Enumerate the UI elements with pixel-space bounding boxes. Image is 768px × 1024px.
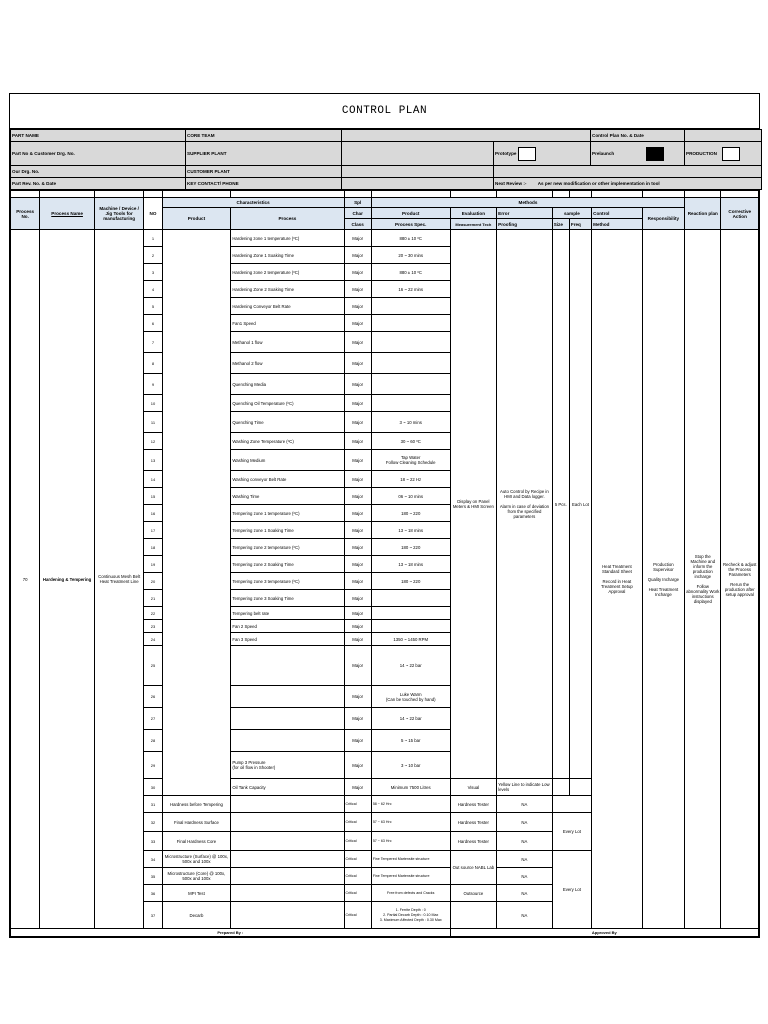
process-no-cell: 70 xyxy=(11,230,40,929)
process-cell: Pump 3 Pressure (for oil flow in Shooter) xyxy=(231,752,344,779)
spacer-cell xyxy=(552,191,569,198)
error-proofing-cell: NA xyxy=(497,902,553,929)
spec-cell: 1. Ferrite Depth : 0 2. Partial Decarb Depth : 0.10 Max 3. Maximum Affected Depth : 0.30 Max xyxy=(371,902,450,929)
process-cell: Tempering zone 3 temperature (ºC) xyxy=(231,573,344,590)
row-number: 18 xyxy=(144,539,162,556)
spec-cell: 880 ± 10 ºC xyxy=(371,264,450,281)
control-plan-no-label: Control Plan No. & Date xyxy=(591,130,685,142)
spec-cell xyxy=(371,353,450,374)
row-number: 1 xyxy=(144,230,162,247)
spec-cell: Minimum 7500 Litres xyxy=(371,779,450,796)
spec-cell xyxy=(371,374,450,395)
spacer-cell xyxy=(497,191,553,198)
spec-cell: 3 ~ 10 mins xyxy=(371,412,450,433)
spec-cell: 58 ~ 62 Hrc xyxy=(371,796,450,813)
spec-cell: 16 ~ 22 mins xyxy=(371,281,450,298)
key-contact-value[interactable] xyxy=(342,178,494,190)
row-number: 4 xyxy=(144,281,162,298)
process-cell: Hardening Zone 1 Soaking Time xyxy=(231,247,344,264)
class-cell: Major xyxy=(344,488,371,505)
row-number: 19 xyxy=(144,556,162,573)
part-no-label: Part No & Customer Drg. No. xyxy=(11,142,186,166)
class-cell: Major xyxy=(344,708,371,730)
size-cell: 5 Pcs. xyxy=(552,230,569,779)
row-number: 32 xyxy=(144,813,162,832)
col-characteristics: Characteristics xyxy=(162,198,344,208)
class-cell: Major xyxy=(344,556,371,573)
spec-cell: 13 ~ 18 mins xyxy=(371,556,450,573)
customer-plant-value[interactable] xyxy=(342,166,494,178)
col-freq: Freq xyxy=(569,219,591,230)
row-number: 5 xyxy=(144,298,162,315)
class-cell: Major xyxy=(344,281,371,298)
spacer-cell xyxy=(162,191,231,198)
evaluation-cell: Out source NABL Lab xyxy=(450,851,496,885)
process-cell: Methanol 2 flow xyxy=(231,353,344,374)
process-cell: Tempering zone 2 Soaking Time xyxy=(231,556,344,573)
spec-cell xyxy=(371,298,450,315)
spec-cell: 30 ~ 60 ºC xyxy=(371,433,450,450)
prototype-checkbox[interactable] xyxy=(518,147,536,161)
spec-cell: 880 ± 10 ºC xyxy=(371,230,450,247)
col-char: Char xyxy=(344,208,371,219)
row-number: 9 xyxy=(144,374,162,395)
our-drg-no-label: Our Drg. No. xyxy=(11,166,186,178)
product-cell: Microstructure (Core) @ 100x, 500x and 100x xyxy=(162,868,231,885)
class-cell: Major xyxy=(344,752,371,779)
product-cell xyxy=(162,230,231,796)
production-option[interactable] xyxy=(685,142,762,166)
spec-cell: 5 ~ 15 bar xyxy=(371,730,450,752)
row-number: 16 xyxy=(144,505,162,522)
machine-cell: Continuous Mesh Belt Heat Treatment Line xyxy=(94,230,144,929)
class-cell: Major xyxy=(344,607,371,620)
process-cell: Methanol 1 flow xyxy=(231,332,344,353)
spacer-cell xyxy=(371,191,450,198)
sample-cell xyxy=(552,796,591,813)
control-method-cell: Heat Treatment Standard Sheet Record in Heat Treatment Setup Approval xyxy=(592,230,643,929)
process-cell: Hardening zone 1 temperature (ºC) xyxy=(231,230,344,247)
col-measurement-tech: Measurement Tech xyxy=(450,219,496,230)
col-product-spec: Product xyxy=(371,208,450,219)
control-plan-rows xyxy=(11,230,759,929)
spec-cell: 180 ~ 220 xyxy=(371,505,450,522)
class-cell: Major xyxy=(344,230,371,247)
spacer-cell xyxy=(721,191,759,198)
row-number: 31 xyxy=(144,796,162,813)
spacer-cell xyxy=(642,191,684,198)
spacer-cell xyxy=(685,191,721,198)
spec-cell: 14 ~ 22 bar xyxy=(371,646,450,686)
product-cell: Microstructure (Surface) @ 100x, 500x and 100x xyxy=(162,851,231,868)
class-cell: Major xyxy=(344,264,371,281)
class-cell: Major xyxy=(344,374,371,395)
freq-cell xyxy=(569,779,591,796)
spec-cell: 06 ~ 10 mins xyxy=(371,488,450,505)
class-cell: Critical xyxy=(344,902,371,929)
error-proofing-cell: NA xyxy=(497,868,553,885)
row-number: 26 xyxy=(144,686,162,708)
row-number: 7 xyxy=(144,332,162,353)
header-table xyxy=(10,129,762,190)
col-machine: Machine / Device / Jig Tools for manufacturing xyxy=(94,198,144,230)
process-cell: Fan1 Speed xyxy=(231,315,344,332)
class-cell: Critical xyxy=(344,851,371,868)
spec-cell: Free from defects and Cracks xyxy=(371,885,450,902)
col-no: NO xyxy=(144,198,162,230)
spec-cell: 180 ~ 220 xyxy=(371,539,450,556)
error-proofing-cell: NA xyxy=(497,813,553,832)
class-cell: Critical xyxy=(344,796,371,813)
spec-cell xyxy=(371,395,450,412)
row-number: 15 xyxy=(144,488,162,505)
row-number: 30 xyxy=(144,779,162,796)
process-cell: Tempering zone 1 Soaking Time xyxy=(231,522,344,539)
prepared-by: Prepared By : xyxy=(11,929,451,937)
spec-cell xyxy=(371,332,450,353)
col-product: Product xyxy=(162,208,231,230)
row-number: 11 xyxy=(144,412,162,433)
control-plan-sheet xyxy=(9,93,760,938)
spec-cell: 1350 ~ 1450 RPM xyxy=(371,633,450,646)
row-number: 25 xyxy=(144,646,162,686)
row-number: 17 xyxy=(144,522,162,539)
table-row xyxy=(11,230,759,247)
class-cell: Critical xyxy=(344,832,371,851)
part-name-label: PART NAME xyxy=(11,130,186,142)
class-cell: Major xyxy=(344,590,371,607)
process-cell xyxy=(231,708,344,730)
spacer-cell xyxy=(450,191,496,198)
part-rev-label: Part Rev. No. & Date xyxy=(11,178,186,190)
class-cell: Major xyxy=(344,353,371,374)
col-methods: Methods xyxy=(371,198,684,208)
core-team-label: CORE TEAM xyxy=(186,130,342,142)
col-process: Process xyxy=(231,208,344,230)
class-cell: Critical xyxy=(344,868,371,885)
spec-cell xyxy=(371,620,450,633)
row-number: 28 xyxy=(144,730,162,752)
error-proofing-cell: NA xyxy=(497,796,553,813)
row-number: 23 xyxy=(144,620,162,633)
col-responsibility: Responsibility xyxy=(642,208,684,230)
production-checkbox[interactable] xyxy=(722,147,740,161)
process-cell: Oil Tank Capacity xyxy=(231,779,344,796)
control-plan-no-value[interactable] xyxy=(685,130,762,142)
core-team-value[interactable] xyxy=(342,130,591,142)
spec-cell: Luke Warm (Can be touched by hand) xyxy=(371,686,450,708)
class-cell: Major xyxy=(344,620,371,633)
row-number: 10 xyxy=(144,395,162,412)
spec-cell: 13 ~ 18 mins xyxy=(371,522,450,539)
process-cell: Washing Time xyxy=(231,488,344,505)
process-cell xyxy=(231,813,344,832)
evaluation-cell: Outsource xyxy=(450,885,496,902)
spec-cell: 180 ~ 220 xyxy=(371,573,450,590)
row-number: 20 xyxy=(144,573,162,590)
supplier-plant-value[interactable] xyxy=(342,142,494,166)
col-reaction-plan: Reaction plan xyxy=(685,198,721,230)
class-cell: Major xyxy=(344,247,371,264)
process-cell: Hardening Conveyor Belt Rate xyxy=(231,298,344,315)
product-cell: Decarb xyxy=(162,902,231,929)
class-cell: Major xyxy=(344,332,371,353)
process-cell: Hardening zone 2 temperature (ºC) xyxy=(231,264,344,281)
spacer-cell xyxy=(144,191,162,198)
spec-cell: 57 ~ 63 Hrc xyxy=(371,832,450,851)
spacer-cell xyxy=(592,191,643,198)
process-cell: Tempering belt rate xyxy=(231,607,344,620)
process-cell: Tempering zone 2 temperature (ºC) xyxy=(231,539,344,556)
class-cell: Major xyxy=(344,315,371,332)
spec-cell: Tap Water Follow Cleaning Schedule xyxy=(371,450,450,471)
row-number: 22 xyxy=(144,607,162,620)
class-cell: Major xyxy=(344,471,371,488)
row-number: 8 xyxy=(144,353,162,374)
approved-by: Approved By xyxy=(450,929,758,937)
evaluation-cell: Visual xyxy=(450,779,496,796)
responsibility-cell: Production Supervisor Quality Incharge Heat Treatment Incharge xyxy=(642,230,684,929)
process-cell: Fan 2 Speed xyxy=(231,620,344,633)
process-cell xyxy=(231,796,344,813)
col-process-name: Process Name xyxy=(40,198,95,230)
process-cell xyxy=(231,902,344,929)
spec-cell: 20 ~ 30 mins xyxy=(371,247,450,264)
class-cell: Major xyxy=(344,686,371,708)
process-cell: Tempering zone 3 Soaking Time xyxy=(231,590,344,607)
row-number: 27 xyxy=(144,708,162,730)
col-class: Class xyxy=(344,219,371,230)
error-proofing-cell: NA xyxy=(497,832,553,851)
spec-cell: 3 ~ 10 bar xyxy=(371,752,450,779)
class-cell: Major xyxy=(344,779,371,796)
header-blank xyxy=(494,166,762,178)
spacer-cell xyxy=(11,191,40,198)
evaluation-cell: Hardness Tester xyxy=(450,796,496,813)
row-number: 13 xyxy=(144,450,162,471)
spec-cell: 14 ~ 22 bar xyxy=(371,708,450,730)
control-plan-table xyxy=(10,190,759,937)
row-number: 21 xyxy=(144,590,162,607)
class-cell: Major xyxy=(344,573,371,590)
row-number: 6 xyxy=(144,315,162,332)
col-method: Method xyxy=(592,219,643,230)
customer-plant-label: CUSTOMER PLANT xyxy=(186,166,342,178)
class-cell: Critical xyxy=(344,813,371,832)
error-proofing-cell: Auto Control by Recipe in HMI and Data logger. Alarm in case of deviation from the specified parameters xyxy=(497,230,553,779)
prelaunch-label: Prelaunch xyxy=(592,150,615,156)
prelaunch-checkbox[interactable] xyxy=(646,147,664,161)
process-cell xyxy=(231,885,344,902)
row-number: 34 xyxy=(144,851,162,868)
process-cell xyxy=(231,646,344,686)
product-cell: Hardness before Tempering xyxy=(162,796,231,813)
row-number: 33 xyxy=(144,832,162,851)
spacer-cell xyxy=(40,191,95,198)
spec-cell xyxy=(371,590,450,607)
product-cell: Final Hardness Surface xyxy=(162,813,231,832)
class-cell: Major xyxy=(344,646,371,686)
col-sample: sample xyxy=(552,208,591,219)
process-cell: Quenching Time xyxy=(231,412,344,433)
spacer-cell xyxy=(569,191,591,198)
prototype-label: Prototype xyxy=(495,150,517,156)
product-cell: MPI Test xyxy=(162,885,231,902)
corrective-action-cell: Recheck & adjust the Process Parameters Rerun the production after setup approval xyxy=(721,230,759,929)
reaction-plan-cell: Stop the Machine and inform the production incharge Follow abnormality Work instructions displayed xyxy=(685,230,721,929)
row-number: 24 xyxy=(144,633,162,646)
class-cell: Major xyxy=(344,395,371,412)
next-review-label: Next Review :- xyxy=(495,181,527,186)
process-cell xyxy=(231,868,344,885)
freq-cell: Each Lot xyxy=(569,230,591,779)
evaluation-cell: Hardness Tester xyxy=(450,832,496,851)
class-cell: Major xyxy=(344,412,371,433)
size-cell xyxy=(552,779,569,796)
error-proofing-cell: Yellow Line to indicate Low levels xyxy=(497,779,553,796)
next-review-value: As per new modification or other implementation in tool xyxy=(537,181,660,186)
spacer-cell xyxy=(231,191,344,198)
class-cell: Major xyxy=(344,539,371,556)
class-cell: Major xyxy=(344,433,371,450)
process-cell xyxy=(231,686,344,708)
next-review xyxy=(494,178,762,190)
row-number: 12 xyxy=(144,433,162,450)
col-control: Control xyxy=(592,208,643,219)
process-cell: Hardening Zone 2 Soaking Time xyxy=(231,281,344,298)
col-evaluation: Evaluation xyxy=(450,208,496,219)
process-cell: Washing Medium xyxy=(231,450,344,471)
row-number: 14 xyxy=(144,471,162,488)
process-cell xyxy=(231,730,344,752)
row-number: 29 xyxy=(144,752,162,779)
process-cell: Washing Zone Temperature (ºC) xyxy=(231,433,344,450)
sample-cell: Every Lot xyxy=(552,813,591,851)
col-corrective-action: Corrective Action xyxy=(721,198,759,230)
process-name-cell: Hardening & Tempering xyxy=(40,230,95,929)
process-cell: Quenching Oil Temperature (ºC) xyxy=(231,395,344,412)
page-title: CONTROL PLAN xyxy=(10,94,759,129)
process-cell: Tempering zone 1 temperature (ºC) xyxy=(231,505,344,522)
sample-cell: Every Lot xyxy=(552,851,591,929)
error-proofing-cell: NA xyxy=(497,885,553,902)
spacer-cell xyxy=(344,191,371,198)
spec-cell xyxy=(371,607,450,620)
process-cell: Washing conveyor Belt Rate xyxy=(231,471,344,488)
spec-cell: Fine Tempered Martensite structure xyxy=(371,851,450,868)
class-cell: Major xyxy=(344,450,371,471)
col-process-spec: Process Spec. xyxy=(371,219,450,230)
key-contact-label: KEY CONTACT/ PHONE xyxy=(186,178,342,190)
process-cell: Fan 3 Speed xyxy=(231,633,344,646)
row-number: 2 xyxy=(144,247,162,264)
row-number: 37 xyxy=(144,902,162,929)
error-proofing-cell: NA xyxy=(497,851,553,868)
production-label: PRODUCTION xyxy=(686,150,717,156)
class-cell: Major xyxy=(344,505,371,522)
row-number: 35 xyxy=(144,868,162,885)
class-cell: Major xyxy=(344,633,371,646)
row-number: 36 xyxy=(144,885,162,902)
evaluation-cell: Display on Panel Meters & HMI Screen xyxy=(450,230,496,779)
prelaunch-option[interactable] xyxy=(591,142,685,166)
class-cell: Major xyxy=(344,298,371,315)
supplier-plant-label: SUPPLIER PLANT xyxy=(186,142,342,166)
spec-cell: 18 ~ 22 Hz xyxy=(371,471,450,488)
col-spl: Spl xyxy=(344,198,371,208)
row-number: 3 xyxy=(144,264,162,281)
evaluation-cell: Hardness Tester xyxy=(450,813,496,832)
spec-cell: 57 ~ 63 Hrc xyxy=(371,813,450,832)
spec-cell: Fine Tempered Martensite structure xyxy=(371,868,450,885)
class-cell: Major xyxy=(344,730,371,752)
process-cell xyxy=(231,832,344,851)
spec-cell xyxy=(371,315,450,332)
col-error: Error xyxy=(497,208,553,219)
class-cell: Critical xyxy=(344,885,371,902)
prototype-option[interactable] xyxy=(494,142,591,166)
process-cell: Quenching Media xyxy=(231,374,344,395)
spacer-cell xyxy=(94,191,144,198)
evaluation-cell xyxy=(450,902,496,929)
col-process-no: Process No. xyxy=(11,198,40,230)
class-cell: Major xyxy=(344,522,371,539)
process-cell xyxy=(231,851,344,868)
col-size: Size xyxy=(552,219,569,230)
product-cell: Final Hardness Core xyxy=(162,832,231,851)
col-proofing: Proofing xyxy=(497,219,553,230)
